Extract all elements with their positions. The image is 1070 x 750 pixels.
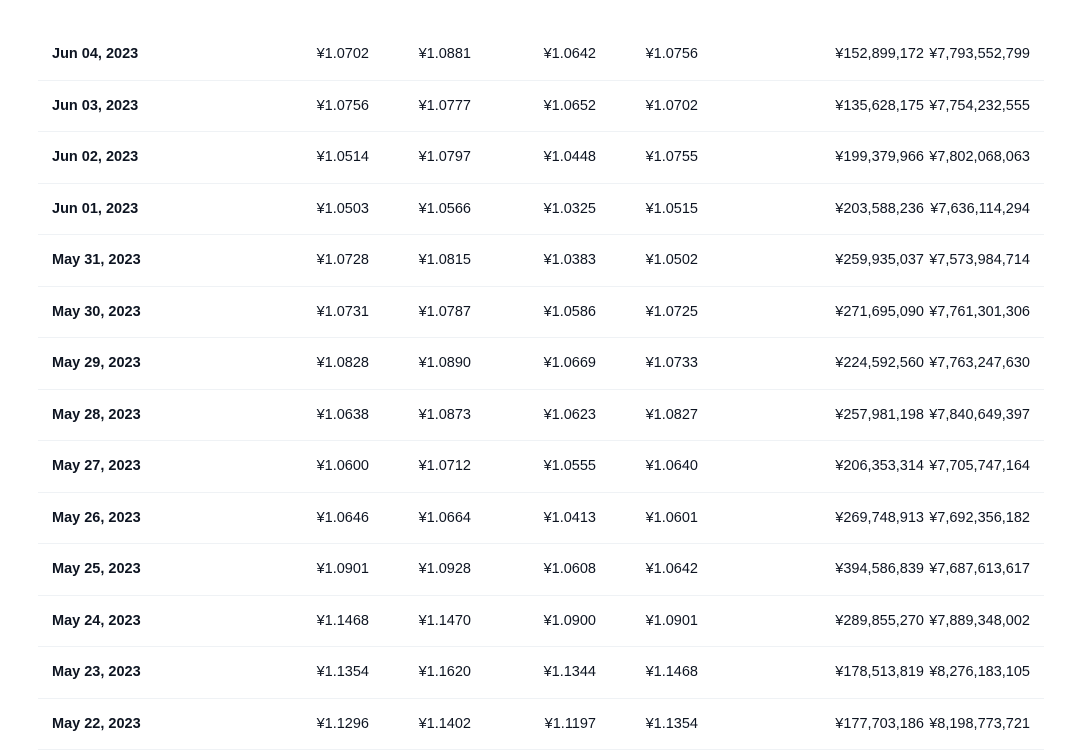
open-cell: ¥1.0728 — [317, 235, 369, 287]
date-cell: Jun 04, 2023 — [52, 29, 138, 81]
market-cap-cell: ¥7,692,356,182 — [929, 493, 1030, 545]
date-cell: May 28, 2023 — [52, 390, 141, 442]
open-cell: ¥1.0731 — [317, 287, 369, 339]
close-cell: ¥1.0827 — [646, 390, 698, 442]
high-cell: ¥1.0873 — [419, 390, 471, 442]
date-cell: May 29, 2023 — [52, 338, 141, 390]
volume-cell: ¥257,981,198 — [835, 390, 924, 442]
low-cell: ¥1.0383 — [544, 235, 596, 287]
open-cell: ¥1.0828 — [317, 338, 369, 390]
low-cell: ¥1.0669 — [544, 338, 596, 390]
market-cap-cell: ¥7,840,649,397 — [929, 390, 1030, 442]
close-cell: ¥1.0901 — [646, 596, 698, 648]
market-cap-cell: ¥8,198,773,721 — [929, 699, 1030, 750]
high-cell: ¥1.0928 — [419, 544, 471, 596]
high-cell: ¥1.0890 — [419, 338, 471, 390]
high-cell: ¥1.0566 — [419, 184, 471, 236]
high-cell: ¥1.0712 — [419, 441, 471, 493]
table-row — [38, 338, 1044, 390]
high-cell: ¥1.0881 — [419, 29, 471, 81]
market-cap-cell: ¥7,573,984,714 — [929, 235, 1030, 287]
low-cell: ¥1.0448 — [544, 132, 596, 184]
high-cell: ¥1.1402 — [419, 699, 471, 750]
date-cell: Jun 02, 2023 — [52, 132, 138, 184]
table-row — [38, 390, 1044, 442]
open-cell: ¥1.0756 — [317, 81, 369, 133]
market-cap-cell: ¥7,793,552,799 — [929, 29, 1030, 81]
open-cell: ¥1.0702 — [317, 29, 369, 81]
open-cell: ¥1.0514 — [317, 132, 369, 184]
high-cell: ¥1.0787 — [419, 287, 471, 339]
table-row — [38, 493, 1044, 545]
open-cell: ¥1.0901 — [317, 544, 369, 596]
high-cell: ¥1.0797 — [419, 132, 471, 184]
close-cell: ¥1.0702 — [646, 81, 698, 133]
volume-cell: ¥152,899,172 — [835, 29, 924, 81]
high-cell: ¥1.0815 — [419, 235, 471, 287]
date-cell: Jun 03, 2023 — [52, 81, 138, 133]
date-cell: May 23, 2023 — [52, 647, 141, 699]
table-row — [38, 647, 1044, 699]
close-cell: ¥1.1354 — [646, 699, 698, 750]
table-row — [38, 287, 1044, 339]
date-cell: May 26, 2023 — [52, 493, 141, 545]
market-cap-cell: ¥7,802,068,063 — [929, 132, 1030, 184]
volume-cell: ¥271,695,090 — [835, 287, 924, 339]
close-cell: ¥1.0725 — [646, 287, 698, 339]
market-cap-cell: ¥7,761,301,306 — [929, 287, 1030, 339]
date-cell: May 25, 2023 — [52, 544, 141, 596]
high-cell: ¥1.1470 — [419, 596, 471, 648]
date-cell: May 30, 2023 — [52, 287, 141, 339]
volume-cell: ¥289,855,270 — [835, 596, 924, 648]
open-cell: ¥1.1354 — [317, 647, 369, 699]
table-row — [38, 235, 1044, 287]
close-cell: ¥1.0601 — [646, 493, 698, 545]
close-cell: ¥1.0642 — [646, 544, 698, 596]
market-cap-cell: ¥7,754,232,555 — [929, 81, 1030, 133]
volume-cell: ¥178,513,819 — [835, 647, 924, 699]
close-cell: ¥1.0640 — [646, 441, 698, 493]
market-cap-cell: ¥7,705,747,164 — [929, 441, 1030, 493]
table-row — [38, 441, 1044, 493]
low-cell: ¥1.0413 — [544, 493, 596, 545]
volume-cell: ¥206,353,314 — [835, 441, 924, 493]
table-row — [38, 184, 1044, 236]
close-cell: ¥1.1468 — [646, 647, 698, 699]
low-cell: ¥1.1197 — [545, 699, 596, 750]
high-cell: ¥1.0664 — [419, 493, 471, 545]
low-cell: ¥1.0325 — [544, 184, 596, 236]
low-cell: ¥1.0642 — [544, 29, 596, 81]
table-row — [38, 132, 1044, 184]
high-cell: ¥1.0777 — [419, 81, 471, 133]
market-cap-cell: ¥7,889,348,002 — [929, 596, 1030, 648]
table-row — [38, 544, 1044, 596]
volume-cell: ¥394,586,839 — [835, 544, 924, 596]
market-cap-cell: ¥7,687,613,617 — [929, 544, 1030, 596]
volume-cell: ¥259,935,037 — [835, 235, 924, 287]
historical-data-table — [38, 29, 1044, 750]
open-cell: ¥1.0503 — [317, 184, 369, 236]
open-cell: ¥1.1296 — [317, 699, 369, 750]
volume-cell: ¥269,748,913 — [835, 493, 924, 545]
date-cell: May 27, 2023 — [52, 441, 141, 493]
low-cell: ¥1.0586 — [544, 287, 596, 339]
market-cap-cell: ¥7,636,114,294 — [930, 184, 1030, 236]
date-cell: Jun 01, 2023 — [52, 184, 138, 236]
open-cell: ¥1.1468 — [317, 596, 369, 648]
table-row — [38, 596, 1044, 648]
low-cell: ¥1.1344 — [544, 647, 596, 699]
volume-cell: ¥203,588,236 — [835, 184, 924, 236]
volume-cell: ¥199,379,966 — [835, 132, 924, 184]
date-cell: May 31, 2023 — [52, 235, 141, 287]
close-cell: ¥1.0502 — [646, 235, 698, 287]
close-cell: ¥1.0733 — [646, 338, 698, 390]
low-cell: ¥1.0555 — [544, 441, 596, 493]
table-row — [38, 29, 1044, 81]
low-cell: ¥1.0652 — [544, 81, 596, 133]
date-cell: May 24, 2023 — [52, 596, 141, 648]
close-cell: ¥1.0755 — [646, 132, 698, 184]
low-cell: ¥1.0623 — [544, 390, 596, 442]
table-row — [38, 81, 1044, 133]
open-cell: ¥1.0646 — [317, 493, 369, 545]
volume-cell: ¥135,628,175 — [835, 81, 924, 133]
open-cell: ¥1.0638 — [317, 390, 369, 442]
open-cell: ¥1.0600 — [317, 441, 369, 493]
close-cell: ¥1.0515 — [646, 184, 698, 236]
low-cell: ¥1.0608 — [544, 544, 596, 596]
close-cell: ¥1.0756 — [646, 29, 698, 81]
volume-cell: ¥177,703,186 — [835, 699, 924, 750]
market-cap-cell: ¥7,763,247,630 — [929, 338, 1030, 390]
market-cap-cell: ¥8,276,183,105 — [929, 647, 1030, 699]
volume-cell: ¥224,592,560 — [835, 338, 924, 390]
low-cell: ¥1.0900 — [544, 596, 596, 648]
high-cell: ¥1.1620 — [419, 647, 471, 699]
date-cell: May 22, 2023 — [52, 699, 141, 750]
table-row — [38, 699, 1044, 750]
